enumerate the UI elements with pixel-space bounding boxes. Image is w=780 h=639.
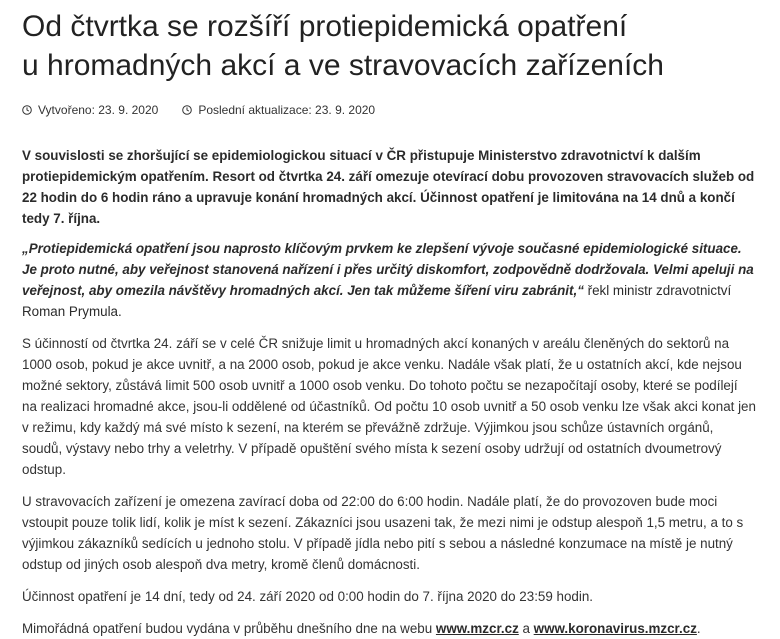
created-label: Vytvořeno: 23. 9. 2020: [38, 103, 159, 117]
quote-text: „Protiepidemická opatření jsou naprosto klíčovým prvkem ke zlepšení vývoje současné epidemiologické situace. Je proto nutné, aby veřejnost stanovená nařízení i přes určitý diskomfort, zodpovědně dodržovala. Velmi apeluji na veřejnost, aby omezila návštěvy hromadných akcí. Jen tak můžeme šíření viru zabránit,“: [22, 241, 754, 298]
clock-icon: [22, 105, 32, 115]
article-meta: [22, 102, 756, 118]
title-line-1: Od čtvrtka se rozšíří protiepidemická opatření: [22, 10, 628, 43]
body-paragraph-restaurants: U stravovacích zařízení je omezena zavírací doba od 22:00 do 6:00 hodin. Nadále platí, že do provozoven bude moci vstoupit pouze tolik lidí, kolik je míst k sezení. Zákazníci jsou usazeni tak, že mezi nimi je odstup alespoň 1,5 metru, a to s výjimkou zákazníků sedících u jednoho stolu. V případě jídla nebo pití s sebou a následné konzumace na místě je nutný odstup od jiných osob alespoň dva metry, kromě členů domácnosti.: [22, 494, 744, 572]
body-paragraph-links: [22, 618, 756, 639]
links-middle: a: [518, 621, 534, 636]
body-paragraph-events: S účinností od čtvrtka 24. září se v celé ČR snižuje limit u hromadných akcí konaných v areálu členěných do sektorů na 1000 osob, pokud je akce uvnitř, a na 2000 osob, pokud je akce venku. Nadále však platí, že u ostatních akcí, kde nejsou možné sektory, zůstává limit 500 osob uvnitř a 1000 osob venku. Do tohoto počtu se nezapočítají osoby, které se podílejí na realizaci hromadné akce, jsou-li oddělené od účastníků. Od počtu 10 osob uvnitř a 50 osob venku lze však akci konat jen v režimu, kdy každý má své místo k sezení, na kterém se převážně zdržuje. Výjimkou jsou schůze ústavních orgánů, soudů, výstavy nebo trhy a veletrhy. V případě opuštění svého místa k sezení osoby udržují od ostatních dvoumetrový odstup.: [22, 336, 756, 477]
page-title: [22, 7, 756, 85]
links-suffix: .: [696, 621, 701, 636]
updated-date: [182, 103, 375, 117]
lead-paragraph: V souvislosti se zhoršující se epidemiologickou situací v ČR přistupuje Ministerstvo zdravotnictví k dalším protiepidemickým opatřením. Resort od čtvrtka 24. září omezuje otevírací dobu provozoven stravovacích služeb od 22 hodin do 6 hodin ráno a upravuje konání hromadných akcí. Účinnost opatření je limitována na 14 dnů a končí tedy 7. října.: [22, 148, 755, 226]
links-prefix: Mimořádná opatření budou vydána v průběhu dnešního dne na webu: [22, 621, 436, 636]
link-mzcr[interactable]: www.mzcr.cz: [435, 621, 519, 636]
quote-paragraph: [22, 238, 756, 322]
updated-label: Poslední aktualizace: 23. 9. 2020: [198, 103, 376, 117]
title-line-2: u hromadných akcí a ve stravovacích zařízeních: [22, 49, 664, 82]
link-koronavirus[interactable]: www.koronavirus.mzcr.cz: [533, 621, 697, 636]
clock-icon: [182, 105, 192, 115]
quote-attribution: řekl ministr zdravotnictví Roman Prymula.: [22, 283, 732, 319]
body-paragraph-validity: Účinnost opatření je 14 dní, tedy od 24. září 2020 od 0:00 hodin do 7. října 2020 do 23:59 hodin.: [22, 589, 594, 604]
created-date: [22, 103, 158, 117]
